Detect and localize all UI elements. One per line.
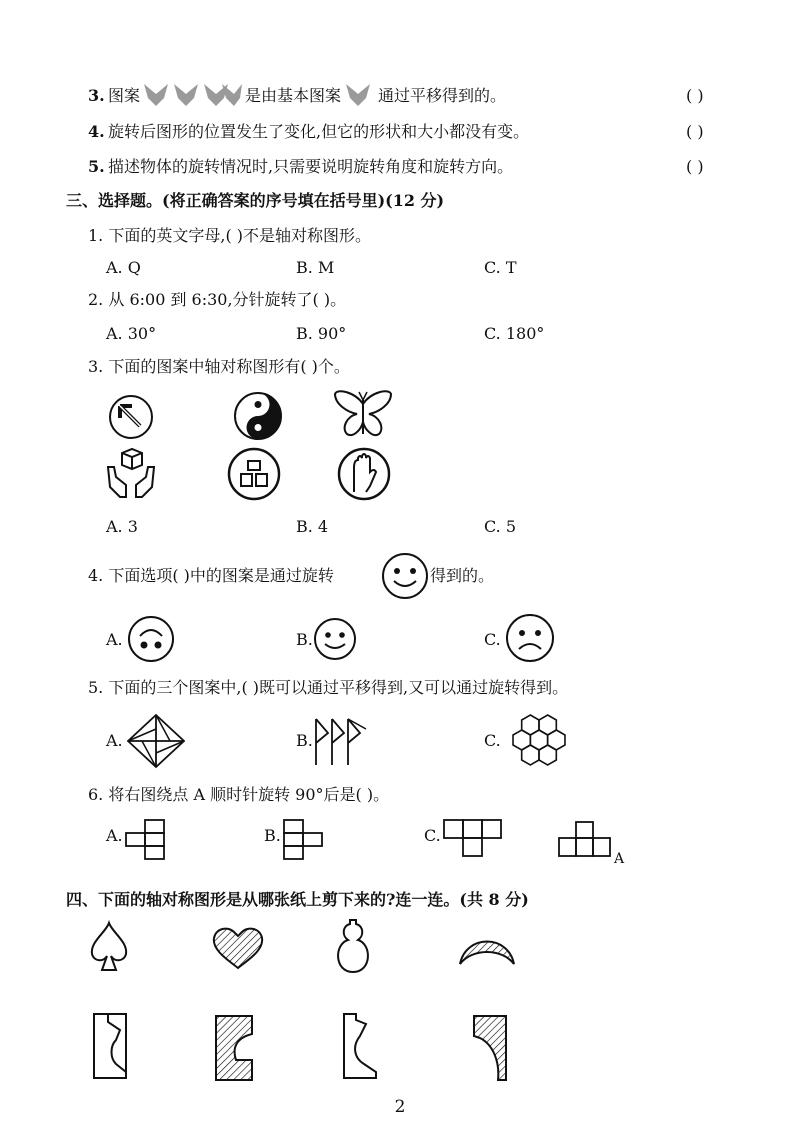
q3-option-a[interactable]: A. 3 (106, 517, 138, 536)
tf-3-answer-paren[interactable]: ( ) (686, 86, 704, 105)
q5-option-a[interactable]: A. (106, 731, 123, 750)
q2-option-b[interactable]: B. 90° (296, 324, 347, 343)
spade-cutout (88, 920, 130, 976)
hexagon-cell (522, 715, 539, 735)
q6-option-b[interactable]: B. (264, 826, 281, 845)
q3-option-b[interactable]: B. 4 (296, 517, 329, 536)
q1-option-a[interactable]: A. Q (106, 258, 141, 277)
hands-cube-symbol (104, 447, 158, 501)
tf-3-text-2: 是由基本图案 (245, 86, 342, 105)
tf-5-number: 5. (88, 157, 105, 176)
q3-option-c[interactable]: C. 5 (484, 517, 517, 536)
folded-paper-1 (92, 1012, 128, 1082)
tf-3-text-1: 图案 (108, 86, 141, 105)
hexagon-cell (539, 715, 556, 735)
tf-3-text-3: 通过平移得到的。 (378, 86, 507, 105)
q4-option-b[interactable]: B. (296, 630, 313, 649)
q2-text: 2. 从 6:00 到 6:30,分针旋转了( )。 (88, 290, 347, 309)
hand-circle-symbol (336, 446, 392, 502)
page-number: 2 (394, 1097, 406, 1117)
q2-option-c[interactable]: C. 180° (484, 324, 545, 343)
arrow-circle-symbol (106, 392, 156, 442)
hatched-heart-cutout (210, 924, 266, 972)
rotated-face-b (312, 616, 358, 662)
q1-option-c[interactable]: C. T (484, 258, 517, 277)
hexagon-cluster-figure (504, 709, 574, 771)
rotated-face-c (504, 612, 556, 664)
tf-5-text: 描述物体的旋转情况时,只需要说明旋转角度和旋转方向。 (108, 157, 514, 176)
tf-4-answer-paren[interactable]: ( ) (686, 122, 704, 141)
q5-option-c[interactable]: C. (484, 731, 501, 750)
smiley-face-reference (380, 551, 430, 601)
pinwheel-figure (124, 713, 188, 769)
hatched-crescent-cutout (456, 924, 518, 970)
rotation-point-label: A (614, 851, 625, 867)
circle-squares-symbol (226, 446, 282, 502)
q1-text: 1. 下面的英文字母,( )不是轴对称图形。 (88, 226, 372, 245)
folded-paper-4 (472, 1014, 508, 1082)
q1-option-b[interactable]: B. M (296, 258, 335, 277)
translated-arrows-pattern (142, 80, 242, 112)
tf-4-text: 旋转后图形的位置发生了变化,但它的形状和大小都没有变。 (108, 122, 530, 141)
tf-4-number: 4. (88, 122, 105, 141)
q5-text: 5. 下面的三个图案中,( )既可以通过平移得到,又可以通过旋转得到。 (88, 678, 569, 697)
q6-option-a[interactable]: A. (106, 826, 123, 845)
q6-option-c[interactable]: C. (424, 826, 441, 845)
original-shape (556, 820, 616, 860)
tf-5-answer-paren[interactable]: ( ) (686, 157, 704, 176)
q2-option-a[interactable]: A. 30° (106, 324, 157, 343)
butterfly-symbol (333, 388, 393, 440)
base-arrow-pattern (344, 80, 376, 112)
q4-option-c[interactable]: C. (484, 630, 501, 649)
gourd-cutout (330, 918, 376, 976)
q4-option-a[interactable]: A. (106, 630, 123, 649)
folded-paper-2 (214, 1014, 254, 1082)
shape-option-c (442, 818, 504, 860)
hexagon-cell (522, 745, 539, 765)
q4-text-1: 4. 下面选项( )中的图案是通过旋转 (88, 566, 334, 585)
shape-option-b (282, 818, 326, 862)
tf-3-number: 3. (88, 86, 105, 105)
q5-option-b[interactable]: B. (296, 731, 313, 750)
folded-paper-3 (342, 1012, 378, 1082)
yin-yang-symbol (232, 390, 284, 442)
q6-text: 6. 将右图绕点 A 顺时针旋转 90°后是( )。 (88, 785, 390, 804)
section-4-heading: 四、下面的轴对称图形是从哪张纸上剪下来的?连一连。(共 8 分) (66, 890, 529, 909)
section-3-heading: 三、选择题。(将正确答案的序号填在括号里)(12 分) (66, 191, 445, 210)
shape-option-a (124, 818, 168, 862)
flags-figure (312, 715, 372, 767)
q3-text: 3. 下面的图案中轴对称图形有( )个。 (88, 357, 350, 376)
hexagon-cell (539, 745, 556, 765)
rotated-face-a (126, 614, 176, 664)
q4-text-2: 得到的。 (430, 566, 495, 585)
